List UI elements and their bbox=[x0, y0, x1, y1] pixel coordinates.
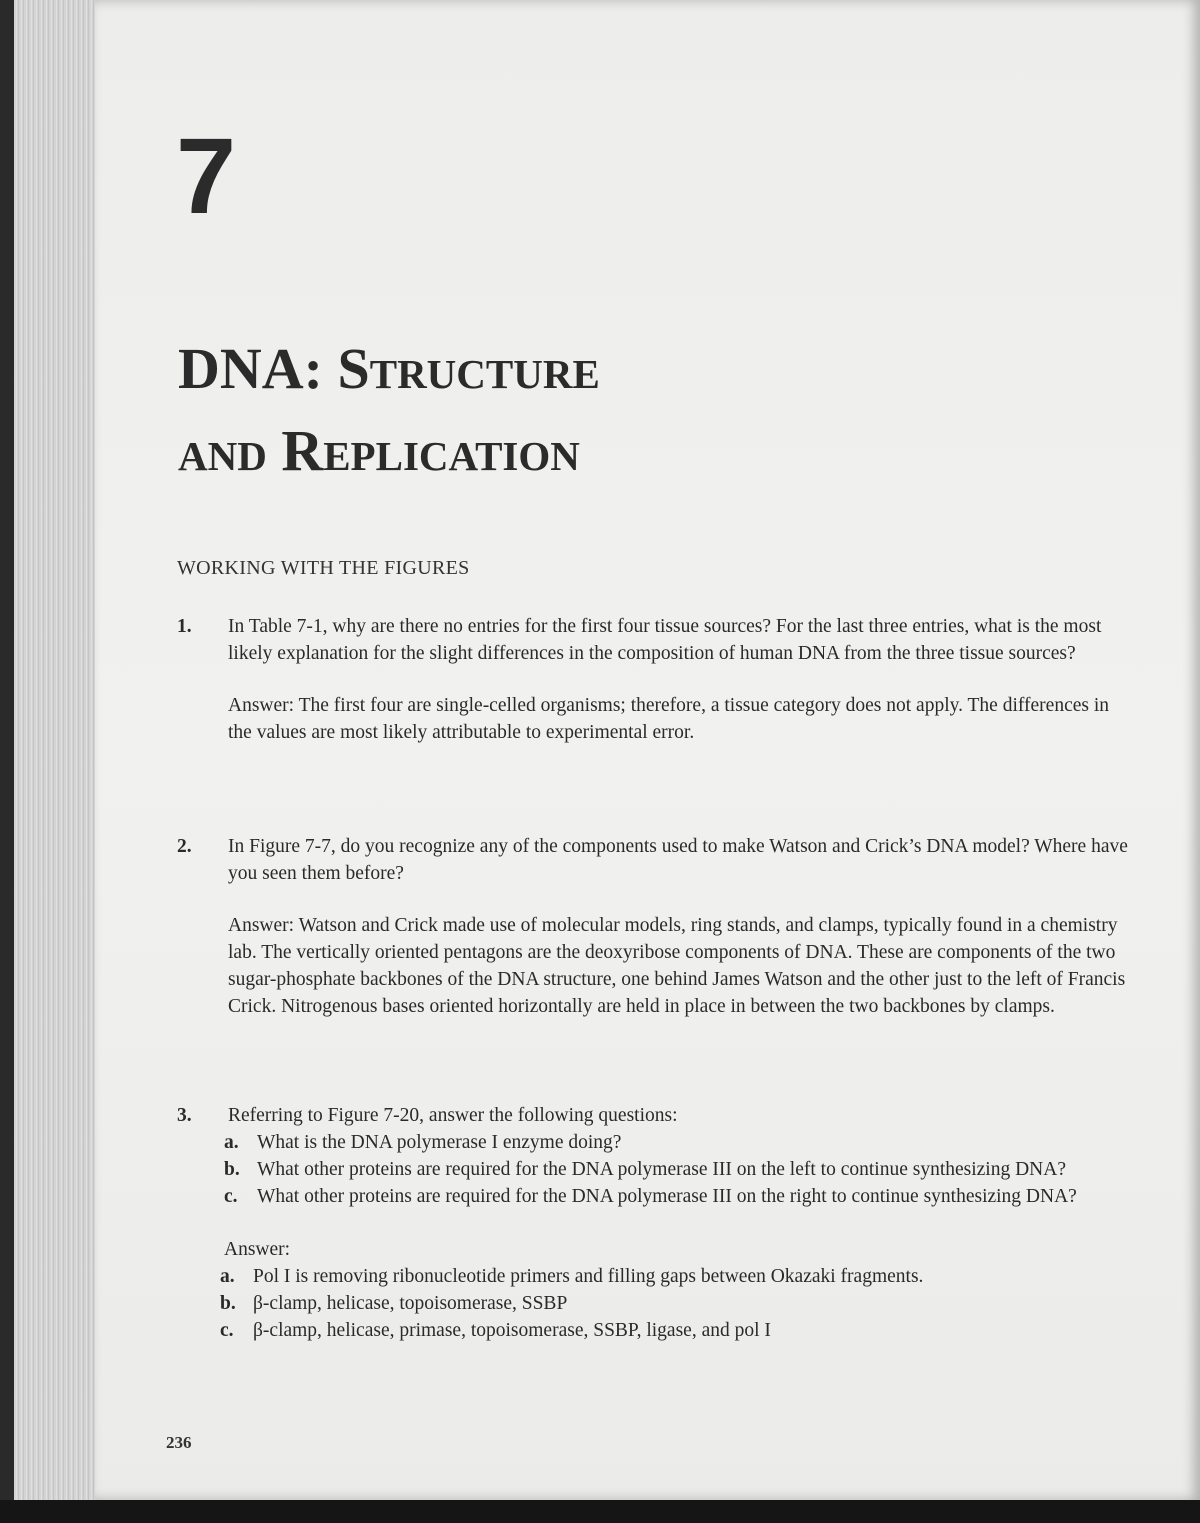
question-number: 1. bbox=[177, 616, 192, 637]
part-text: What other proteins are required for the DNA polymerase III on the right to continue synthesizing DNA? bbox=[257, 1186, 1077, 1207]
chapter-title-line-2: and Replication bbox=[178, 418, 580, 483]
question-3 bbox=[177, 1102, 1129, 1344]
answer-part-c bbox=[220, 1317, 1129, 1344]
answer-text: Answer: The first four are single-celled organisms; therefore, a tissue category does not apply. The differences in the values are most likely attributable to experimental error. bbox=[228, 695, 1110, 743]
question-part-c bbox=[224, 1183, 1129, 1210]
answer-label: Answer: bbox=[224, 1239, 291, 1260]
part-letter: c. bbox=[220, 1320, 234, 1341]
question-2 bbox=[177, 833, 1129, 1020]
answer-part-b bbox=[220, 1290, 1129, 1317]
section-heading: WORKING WITH THE FIGURES bbox=[177, 557, 470, 579]
part-text: Pol I is removing ribonucleotide primers and filling gaps between Okazaki fragments. bbox=[253, 1266, 924, 1287]
part-letter: a. bbox=[224, 1132, 239, 1153]
part-text: β-clamp, helicase, topoisomerase, SSBP bbox=[253, 1293, 568, 1314]
question-text: In Figure 7-7, do you recognize any of the components used to make Watson and Crick’s DNA model? Where have you seen them before? bbox=[228, 836, 1128, 884]
question-1 bbox=[177, 613, 1129, 746]
question-text: In Table 7-1, why are there no entries for the first four tissue sources? For the last three entries, what is the most likely explanation for the slight differences in the composition of human DNA from the three tissue sources? bbox=[228, 616, 1102, 664]
question-number: 2. bbox=[177, 836, 192, 857]
question-number: 3. bbox=[177, 1105, 192, 1126]
scan-border bbox=[0, 1500, 1200, 1523]
chapter-title-line-1: DNA: Structure bbox=[178, 336, 600, 401]
question-part-a bbox=[224, 1129, 1129, 1156]
part-letter: c. bbox=[224, 1186, 238, 1207]
part-text: What is the DNA polymerase I enzyme doing? bbox=[257, 1132, 622, 1153]
answer-text: Answer: Watson and Crick made use of molecular models, ring stands, and clamps, typically found in a chemistry lab. The vertically oriented pentagons are the deoxyribose components of DNA. These are components of the two sugar-phosphate backbones of the DNA structure, one behind James Watson and the other just to the left of Francis Crick. Nitrogenous bases oriented horizontally are held in place in between the two backbones by clamps. bbox=[228, 915, 1126, 1017]
chapter-number: 7 bbox=[176, 115, 237, 236]
part-text: What other proteins are required for the DNA polymerase III on the left to continue synthesizing DNA? bbox=[257, 1159, 1066, 1180]
page-number: 236 bbox=[166, 1433, 192, 1452]
answer-part-a bbox=[220, 1263, 1129, 1290]
part-letter: b. bbox=[224, 1159, 240, 1180]
part-text: β-clamp, helicase, primase, topoisomerase, SSBP, ligase, and pol I bbox=[253, 1320, 771, 1341]
chapter-title bbox=[178, 328, 600, 492]
question-text: Referring to Figure 7-20, answer the following questions: bbox=[228, 1105, 678, 1126]
part-letter: a. bbox=[220, 1266, 235, 1287]
part-letter: b. bbox=[220, 1293, 236, 1314]
question-part-b bbox=[224, 1156, 1129, 1183]
book-page-edges bbox=[0, 0, 110, 1523]
